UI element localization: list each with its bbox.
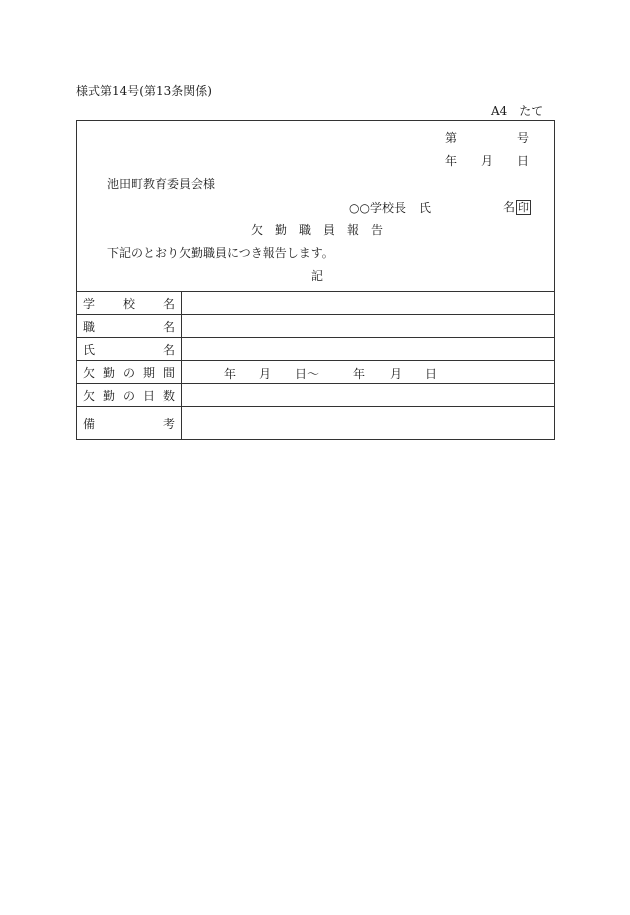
sender-name-seal bbox=[503, 200, 531, 215]
table-divider bbox=[77, 314, 554, 315]
table-divider bbox=[77, 383, 554, 384]
paper-size-note: A4 たて bbox=[491, 104, 544, 118]
body-text: 下記のとおり欠勤職員につき報告します。 bbox=[107, 246, 334, 260]
period-year-end: 年 bbox=[353, 367, 366, 381]
doc-number-prefix: 第 bbox=[445, 131, 458, 145]
addressee: 池田町教育委員会様 bbox=[107, 177, 216, 191]
date-day: 日 bbox=[517, 154, 530, 168]
table-divider bbox=[77, 291, 554, 292]
sender-school: ○○学校長 bbox=[349, 201, 406, 215]
doc-number-suffix: 号 bbox=[517, 131, 530, 145]
ki-heading: 記 bbox=[311, 269, 324, 283]
table-divider bbox=[77, 406, 554, 407]
table-divider bbox=[77, 360, 554, 361]
label-remarks: 備 考 bbox=[83, 417, 175, 431]
report-form bbox=[76, 120, 555, 440]
form-number-title: 様式第14号(第13条関係) bbox=[76, 84, 212, 98]
sender-name-label: 氏 bbox=[419, 201, 432, 215]
table-column-divider bbox=[181, 291, 182, 440]
label-school-name: 学 校 名 bbox=[83, 297, 175, 311]
label-absence-days: 欠 勤 の 日 数 bbox=[83, 389, 175, 403]
period-day-start: 日〜 bbox=[295, 367, 320, 381]
label-position: 職 名 bbox=[83, 320, 175, 334]
seal-mark: 印 bbox=[518, 201, 530, 214]
table-divider bbox=[77, 337, 554, 338]
date-year: 年 bbox=[445, 154, 458, 168]
sender-name-label-2: 名 bbox=[503, 200, 516, 214]
label-name: 氏 名 bbox=[83, 343, 175, 357]
period-day-end: 日 bbox=[425, 367, 438, 381]
date-month: 月 bbox=[481, 154, 494, 168]
period-year-start: 年 bbox=[224, 367, 237, 381]
period-month-start: 月 bbox=[259, 367, 272, 381]
report-title: 欠 勤 職 員 報 告 bbox=[251, 223, 384, 237]
label-absence-period: 欠 勤 の 期 間 bbox=[83, 366, 175, 380]
period-month-end: 月 bbox=[390, 367, 403, 381]
